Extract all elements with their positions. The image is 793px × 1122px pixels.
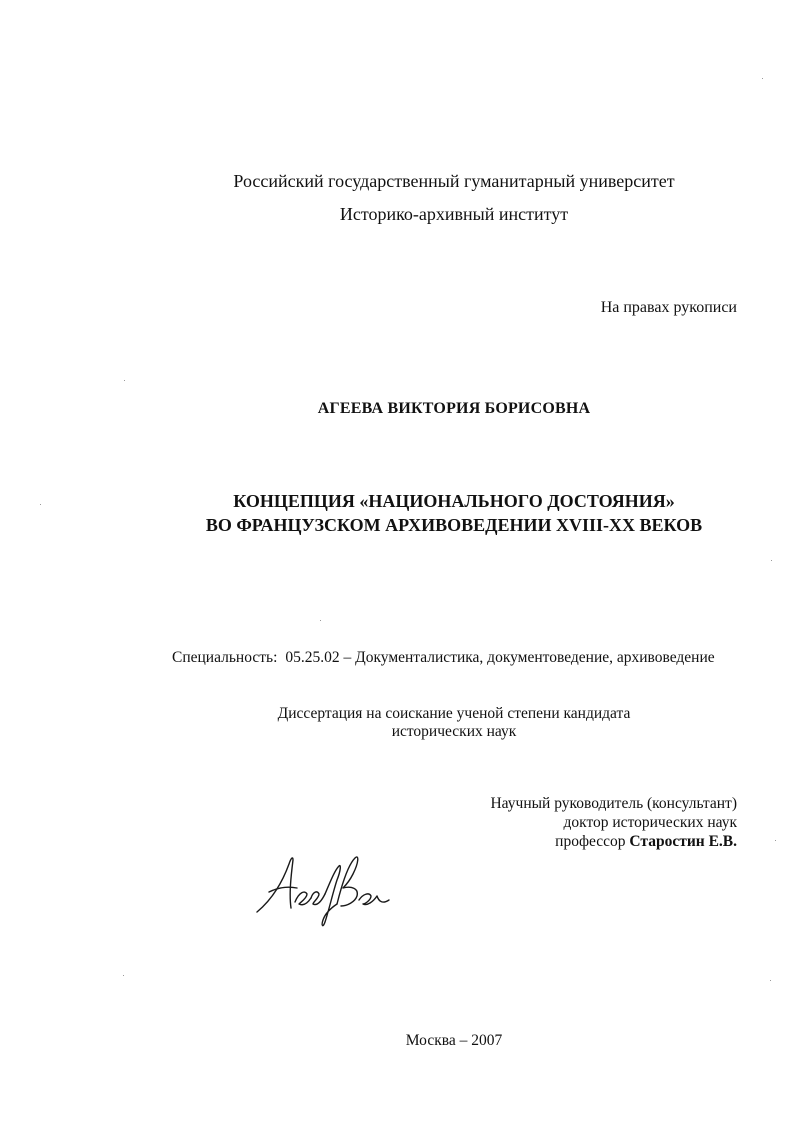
thesis-title-line-1: КОНЦЕПЦИЯ «НАЦИОНАЛЬНОГО ДОСТОЯНИЯ»	[233, 491, 675, 511]
thesis-title-line-2: ВО ФРАНЦУЗСКОМ АРХИВОВЕДЕНИИ XVIII-XX ВЕКОВ	[205, 515, 703, 535]
institute-name: Историко-архивный институт	[339, 204, 569, 224]
specialty-label: Специальность:	[172, 649, 278, 666]
author-name: АГЕЕВА ВИКТОРИЯ БОРИСОВНА	[317, 400, 591, 417]
scan-speck	[123, 975, 124, 976]
supervisor-degree: доктор исторических наук	[563, 814, 737, 831]
scan-speck	[40, 504, 41, 505]
scan-speck	[771, 560, 772, 561]
dissertation-line-2: исторических наук	[391, 723, 517, 740]
supervisor-role: Научный руководитель (консультант)	[490, 795, 737, 812]
supervisor-title-name	[555, 834, 737, 850]
author-signature	[255, 850, 405, 930]
supervisor-name: Старостин Е.В.	[629, 833, 737, 850]
dissertation-line-1: Диссертация на соискание ученой степени кандидата	[277, 705, 631, 722]
specialty	[172, 650, 715, 666]
university-name: Российский государственный гуманитарный университет	[233, 171, 675, 191]
place-and-year: Москва – 2007	[405, 1032, 503, 1049]
scan-speck	[320, 620, 321, 621]
scan-speck	[124, 380, 125, 381]
scan-speck	[762, 78, 763, 79]
scan-speck	[775, 840, 776, 841]
manuscript-rights-note: На правах рукописи	[600, 299, 737, 316]
specialty-value: 05.25.02 – Документалистика, документоведение, архивоведение	[285, 649, 715, 666]
supervisor-title: профессор	[555, 833, 626, 850]
scan-speck	[770, 980, 771, 981]
